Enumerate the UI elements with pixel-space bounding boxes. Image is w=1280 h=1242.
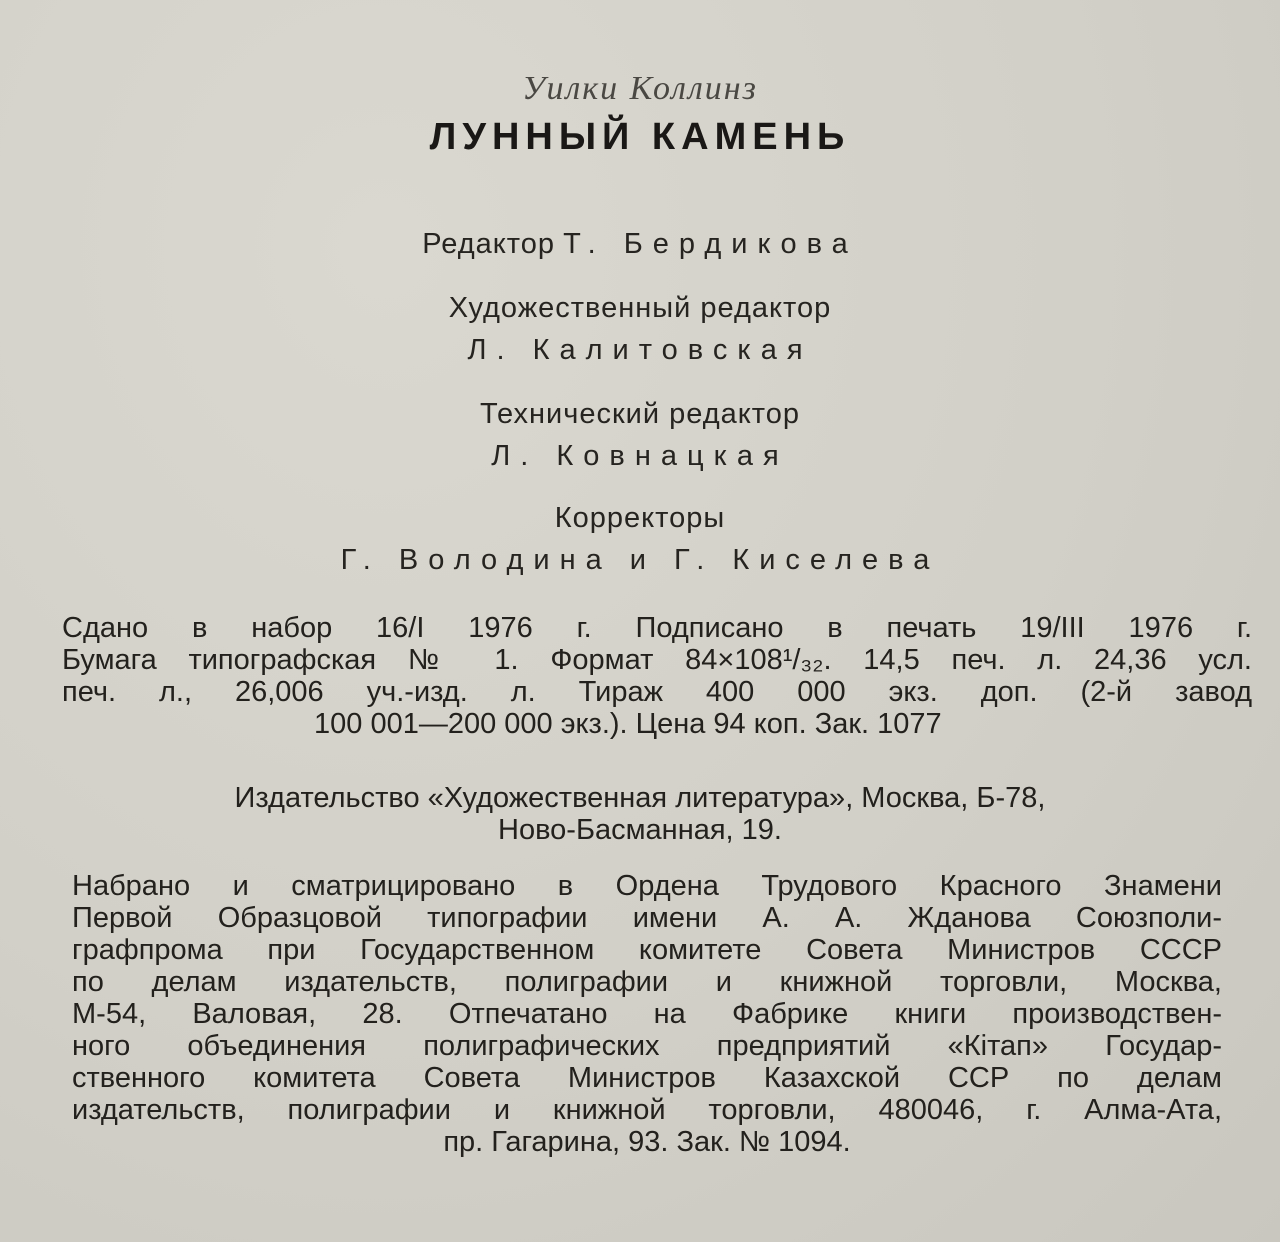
proofreaders-names: Г. Володина и Г. Киселева — [340, 544, 940, 576]
imprint-line: 100 001—200 000 экз.). Цена 94 коп. Зак. 1077 — [314, 708, 942, 740]
editor-line — [0, 228, 1280, 261]
printing-line: пр. Гагарина, 93. Зак. № 1094. — [443, 1126, 851, 1158]
printing-line: ственного комитета Совета Министров Казахской ССР по делам — [72, 1062, 1222, 1094]
imprint-line: Сдано в набор 16/I 1976 г. Подписано в печать 19/III 1976 г. — [62, 612, 1252, 644]
publisher-line: Издательство «Художественная литература», Москва, Б-78, — [234, 782, 1046, 814]
book-title: ЛУННЫЙ КАМЕНЬ — [429, 116, 851, 158]
printing-line: Первой Образцовой типографии имени А. А. Жданова Союзполи- — [72, 902, 1222, 934]
printing-line: ного объединения полиграфических предприятий «Кітап» Государ- — [72, 1030, 1222, 1062]
imprint-line: печ. л., 26,006 уч.-изд. л. Тираж 400 000 экз. доп. (2-й завод — [62, 676, 1252, 708]
editor-role: Редактор — [422, 228, 556, 260]
art-editor-role: Художественный редактор — [448, 292, 832, 324]
printing-line: М-54, Валовая, 28. Отпечатано на Фабрике книги производствен- — [72, 998, 1222, 1030]
author-name: Уилки Коллинз — [522, 70, 758, 107]
printing-block — [72, 870, 1222, 1158]
imprint-line: Бумага типографская № 1. Формат 84×108¹/₃₂. 14,5 печ. л. 24,36 усл. — [62, 644, 1252, 676]
imprint-block — [62, 612, 1252, 740]
printing-line: графпрома при Государственном комитете Совета Министров СССР — [72, 934, 1222, 966]
tech-editor-name: Л. Ковнацкая — [491, 440, 789, 472]
printing-line: Набрано и сматрицировано в Ордена Трудового Красного Знамени — [72, 870, 1222, 902]
editor-name: Т. Бердикова — [563, 228, 858, 260]
publisher-address: Ново-Басманная, 19. — [498, 814, 782, 846]
tech-editor-role: Технический редактор — [479, 398, 801, 430]
printing-line: по делам издательств, полиграфии и книжной торговли, Москва, — [72, 966, 1222, 998]
proofreaders-role: Корректоры — [554, 502, 726, 534]
printing-line: издательств, полиграфии и книжной торговли, 480046, г. Алма-Ата, — [72, 1094, 1222, 1126]
art-editor-name: Л. Калитовская — [467, 334, 813, 366]
